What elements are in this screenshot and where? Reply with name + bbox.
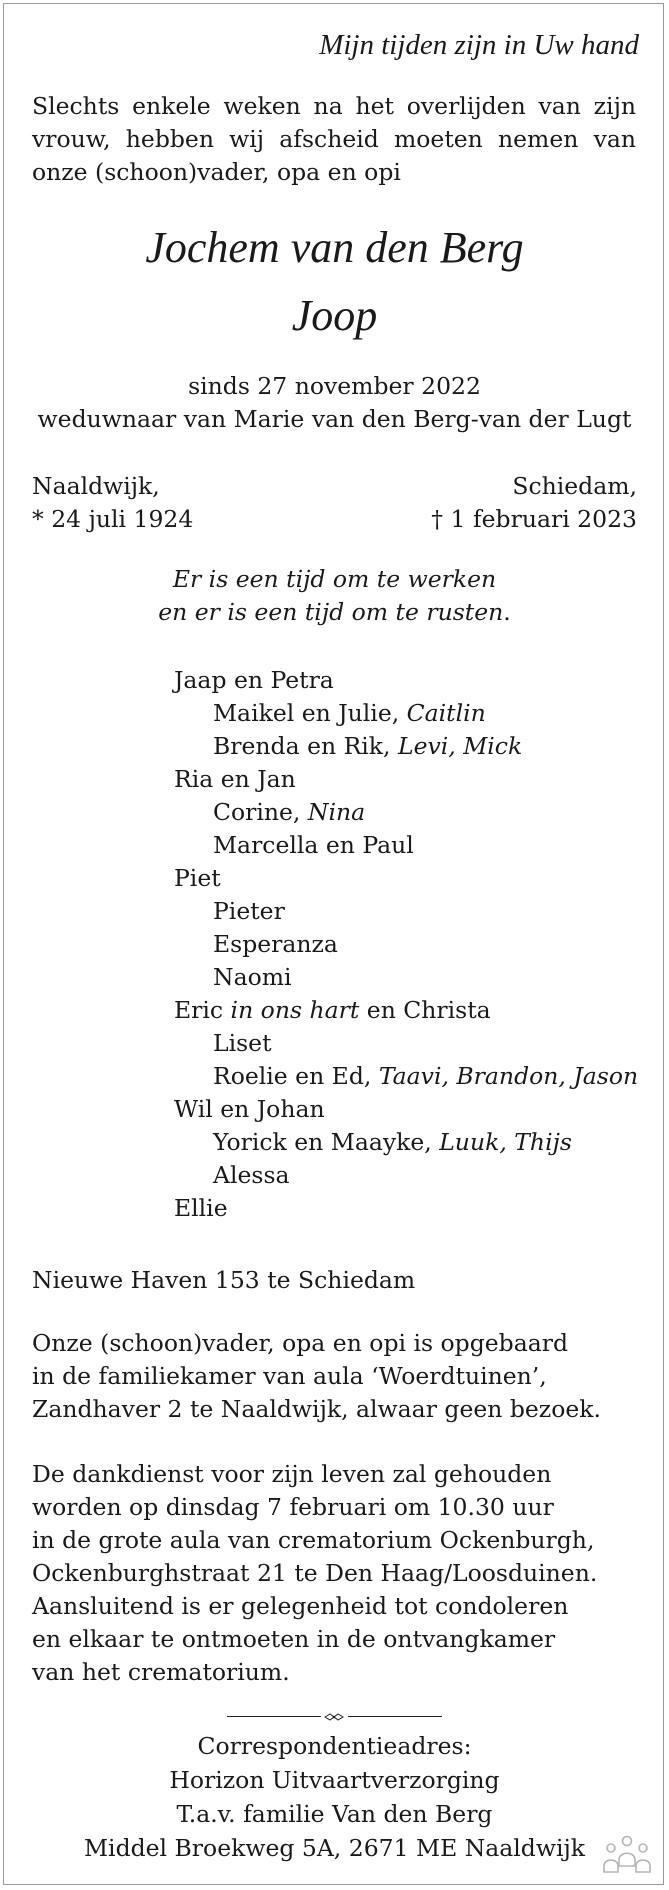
deceased-name: Jochem van den Berg bbox=[145, 223, 524, 272]
family-children: Caitlin bbox=[406, 699, 486, 727]
family-row bbox=[174, 928, 638, 961]
family-row bbox=[174, 1159, 638, 1192]
paragraph-line: in de familiekamer van aula ‘Woerdtuinen’, bbox=[32, 1362, 547, 1390]
death-place: Schiedam, bbox=[512, 472, 637, 500]
service-paragraph bbox=[32, 1458, 597, 1689]
family-row bbox=[174, 664, 638, 697]
family-children: Levi, Mick bbox=[397, 732, 523, 760]
home-address: Nieuwe Haven 153 te Schiedam bbox=[32, 1266, 416, 1294]
family-children: Nina bbox=[307, 798, 366, 826]
family-names: Esperanza bbox=[213, 930, 338, 958]
family-children: Taavi, Brandon, Jason bbox=[378, 1062, 639, 1090]
family-row bbox=[174, 796, 638, 829]
paragraph-line: en elkaar te ontmoeten in de ontvangkamer bbox=[32, 1625, 556, 1653]
quote-end: . bbox=[503, 598, 511, 626]
paragraph-line: Onze (schoon)vader, opa en opi is opgebaard bbox=[32, 1329, 569, 1357]
family-names: Corine, bbox=[213, 798, 308, 826]
family-names: en Christa bbox=[359, 996, 491, 1024]
family-names: Piet bbox=[174, 864, 221, 892]
paragraph-line: van het crematorium. bbox=[32, 1658, 290, 1686]
family-memorial: in ons hart bbox=[230, 996, 360, 1024]
motto: Mijn tijden zijn in Uw hand bbox=[319, 29, 639, 61]
family-names: Jaap en Petra bbox=[174, 666, 334, 694]
family-children: Luuk, Thijs bbox=[439, 1128, 572, 1156]
divider-line bbox=[227, 1716, 321, 1717]
family-row bbox=[174, 1126, 638, 1159]
family-names: Liset bbox=[213, 1029, 272, 1057]
family-names: Brenda en Rik, bbox=[213, 732, 398, 760]
paragraph-line: Ockenburghstraat 21 te Den Haag/Loosduinen. bbox=[32, 1559, 598, 1587]
family-names: Ria en Jan bbox=[174, 765, 296, 793]
family-names: Naomi bbox=[213, 963, 292, 991]
divider-line bbox=[348, 1716, 442, 1717]
quote-line: en er is een tijd om te rusten bbox=[158, 598, 504, 626]
birth-date: * 24 juli 1924 bbox=[32, 505, 194, 533]
laid-out-paragraph bbox=[32, 1327, 601, 1426]
family-names: Marcella en Paul bbox=[213, 831, 414, 859]
divider-ornament-icon bbox=[323, 1712, 345, 1722]
family-row bbox=[174, 895, 638, 928]
birth-place: Naaldwijk, bbox=[32, 472, 160, 500]
paragraph-line: Zandhaver 2 te Naaldwijk, alwaar geen bezoek. bbox=[32, 1395, 601, 1423]
correspondence-street: Middel Broekweg 5A, 2671 ME Naaldwijk bbox=[83, 1834, 586, 1862]
family-names: Wil en Johan bbox=[174, 1095, 325, 1123]
attention-line: T.a.v. familie Van den Berg bbox=[176, 1800, 493, 1828]
correspondence-block bbox=[0, 1730, 669, 1866]
quote-line: Er is een tijd om te werken bbox=[172, 565, 497, 593]
intro-line: Slechts enkele weken na het overlijden van zijn bbox=[32, 92, 636, 120]
family-names: Yorick en Maayke, bbox=[213, 1128, 440, 1156]
family-row bbox=[174, 1060, 638, 1093]
ornamental-divider bbox=[227, 1712, 442, 1722]
intro-paragraph bbox=[32, 90, 636, 189]
correspondence-heading: Correspondentieadres: bbox=[197, 1732, 472, 1760]
family-row bbox=[174, 961, 638, 994]
family-row bbox=[174, 730, 638, 763]
family-row bbox=[174, 1027, 638, 1060]
family-row bbox=[174, 862, 638, 895]
family-names: Roelie en Ed, bbox=[213, 1062, 379, 1090]
family-row bbox=[174, 763, 638, 796]
widower-line: weduwnaar van Marie van den Berg-van der Lugt bbox=[37, 405, 632, 433]
family-row bbox=[174, 697, 638, 730]
family-row bbox=[174, 1192, 638, 1225]
family-row bbox=[174, 1093, 638, 1126]
deceased-nickname: Joop bbox=[291, 291, 378, 340]
family-names: Ellie bbox=[174, 1194, 228, 1222]
family-list bbox=[174, 664, 638, 1225]
family-names: Alessa bbox=[213, 1161, 290, 1189]
death-date: † 1 februari 2023 bbox=[431, 505, 637, 533]
intro-line: onze (schoon)vader, opa en opi bbox=[32, 158, 401, 186]
funeral-company: Horizon Uitvaartverzorging bbox=[169, 1766, 500, 1794]
paragraph-line: Aansluitend is er gelegenheid tot condoleren bbox=[32, 1592, 569, 1620]
people-group-icon bbox=[601, 1834, 653, 1876]
family-row bbox=[174, 994, 638, 1027]
family-row bbox=[174, 829, 638, 862]
intro-line: vrouw, hebben wij afscheid moeten nemen van bbox=[32, 125, 636, 153]
since-line: sinds 27 november 2022 bbox=[188, 372, 481, 400]
paragraph-line: in de grote aula van crematorium Ockenburgh, bbox=[32, 1526, 595, 1554]
quote-line-2 bbox=[0, 596, 669, 629]
paragraph-line: worden op dinsdag 7 februari om 10.30 uur bbox=[32, 1493, 554, 1521]
paragraph-line: De dankdienst voor zijn leven zal gehouden bbox=[32, 1460, 552, 1488]
family-names: Maikel en Julie, bbox=[213, 699, 407, 727]
family-names: Pieter bbox=[213, 897, 285, 925]
family-names: Eric bbox=[174, 996, 231, 1024]
